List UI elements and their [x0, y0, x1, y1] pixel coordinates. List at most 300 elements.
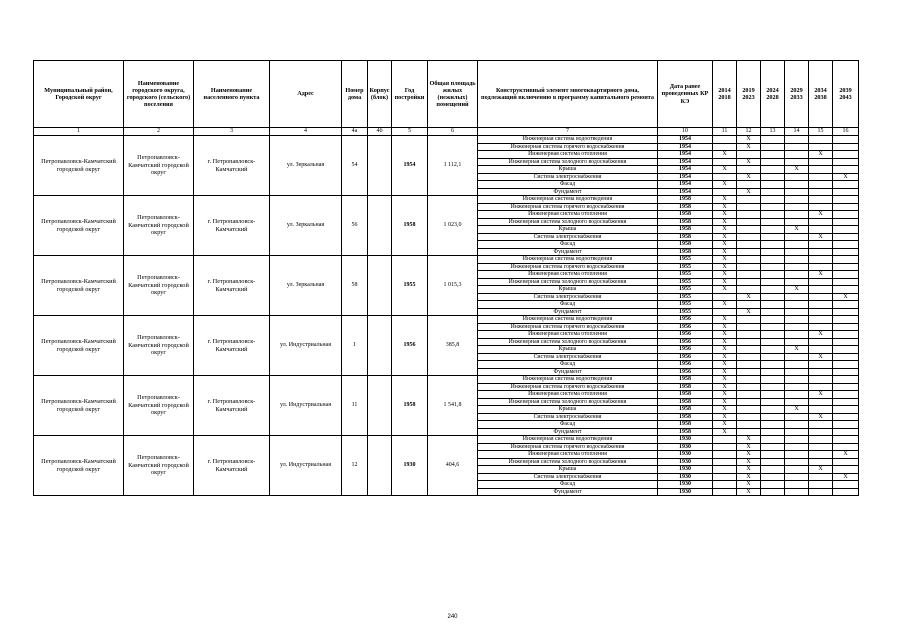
cell-period-mark — [833, 263, 859, 271]
cell-period-mark: X — [713, 301, 737, 309]
cell-period-mark — [761, 331, 785, 339]
cell-year-built: 1958 — [392, 196, 428, 256]
cell-period-mark — [833, 226, 859, 234]
cell-district: Петропавловск-Камчатский городской округ — [34, 436, 124, 496]
cell-element: Инженерная система холодного водоснабжения — [478, 398, 658, 406]
column-header: Номер дома — [342, 61, 368, 128]
cell-period-mark — [737, 211, 761, 219]
document — [33, 60, 858, 496]
cell-house-number: 58 — [342, 256, 368, 316]
cell-street: ул. Зеркальная — [270, 136, 342, 196]
cell-period-mark — [809, 421, 833, 429]
cell-area: 1 023,0 — [428, 196, 478, 256]
cell-period-mark: X — [809, 233, 833, 241]
cell-prior-repair-date: 1956 — [658, 338, 713, 346]
cell-element: Фундамент — [478, 368, 658, 376]
cell-prior-repair-date: 1958 — [658, 233, 713, 241]
cell-locality: г. Петропавловск-Камчатский — [194, 316, 270, 376]
cell-period-mark — [761, 173, 785, 181]
cell-period-mark: X — [713, 391, 737, 399]
cell-block — [368, 316, 392, 376]
cell-period-mark — [761, 271, 785, 279]
cell-period-mark — [785, 211, 809, 219]
cell-period-mark — [833, 338, 859, 346]
cell-settlement: Петропавловск-Камчатский городской округ — [124, 376, 194, 436]
cell-period-mark — [713, 173, 737, 181]
cell-period-mark — [809, 436, 833, 444]
cell-period-mark — [761, 361, 785, 369]
cell-block — [368, 256, 392, 316]
cell-element: Инженерная система отопления — [478, 151, 658, 159]
cell-period-mark — [833, 316, 859, 324]
cell-period-mark — [761, 323, 785, 331]
cell-element: Крыша — [478, 346, 658, 354]
cell-period-mark: X — [713, 406, 737, 414]
cell-period-mark — [761, 383, 785, 391]
cell-prior-repair-date: 1958 — [658, 406, 713, 414]
cell-period-mark — [761, 308, 785, 316]
cell-period-mark — [809, 443, 833, 451]
cell-area: 404,6 — [428, 436, 478, 496]
cell-period-mark — [833, 353, 859, 361]
cell-period-mark — [761, 406, 785, 414]
cell-period-mark — [833, 196, 859, 204]
table-row — [34, 256, 859, 264]
cell-prior-repair-date: 1956 — [658, 361, 713, 369]
column-number: 1 — [34, 128, 124, 136]
cell-period-mark — [809, 293, 833, 301]
cell-period-mark: X — [713, 233, 737, 241]
cell-element: Инженерная система горячего водоснабжения — [478, 443, 658, 451]
cell-period-mark — [761, 256, 785, 264]
cell-house-number: 12 — [342, 436, 368, 496]
cell-period-mark — [833, 376, 859, 384]
cell-block — [368, 136, 392, 196]
cell-period-mark — [737, 331, 761, 339]
cell-period-mark: X — [737, 443, 761, 451]
cell-period-mark — [737, 271, 761, 279]
cell-period-mark — [833, 241, 859, 249]
cell-period-mark — [809, 481, 833, 489]
cell-element: Система электроснабжения — [478, 473, 658, 481]
cell-period-mark — [761, 443, 785, 451]
cell-period-mark — [737, 278, 761, 286]
cell-period-mark: X — [809, 413, 833, 421]
cell-period-mark — [737, 398, 761, 406]
cell-period-mark — [833, 406, 859, 414]
cell-prior-repair-date: 1930 — [658, 481, 713, 489]
cell-period-mark: X — [713, 211, 737, 219]
cell-period-mark — [737, 181, 761, 189]
cell-period-mark: X — [809, 151, 833, 159]
cell-period-mark — [761, 451, 785, 459]
cell-period-mark: X — [713, 256, 737, 264]
cell-period-mark — [809, 166, 833, 174]
cell-period-mark — [809, 451, 833, 459]
cell-element: Фундамент — [478, 248, 658, 256]
table-row — [34, 316, 859, 324]
cell-prior-repair-date: 1955 — [658, 263, 713, 271]
cell-prior-repair-date: 1954 — [658, 151, 713, 159]
cell-period-mark: X — [833, 173, 859, 181]
column-header: Дата ранее проведенных КР КЭ — [658, 61, 713, 128]
cell-period-mark: X — [785, 286, 809, 294]
cell-house-number: 1 — [342, 316, 368, 376]
column-header: Корпус (блок) — [368, 61, 392, 128]
cell-element: Фасад — [478, 301, 658, 309]
cell-period-mark — [761, 301, 785, 309]
cell-locality: г. Петропавловск-Камчатский — [194, 376, 270, 436]
cell-period-mark — [833, 136, 859, 144]
cell-period-mark — [809, 196, 833, 204]
cell-prior-repair-date: 1956 — [658, 368, 713, 376]
cell-period-mark: X — [713, 278, 737, 286]
cell-period-mark: X — [785, 166, 809, 174]
cell-period-mark — [737, 196, 761, 204]
cell-prior-repair-date: 1958 — [658, 391, 713, 399]
cell-period-mark — [761, 181, 785, 189]
column-number: 13 — [761, 128, 785, 136]
cell-period-mark: X — [737, 436, 761, 444]
column-header: Наименование населенного пункта — [194, 61, 270, 128]
cell-period-mark — [761, 241, 785, 249]
cell-element: Инженерная система отопления — [478, 211, 658, 219]
column-header: 2039 2043 — [833, 61, 859, 128]
cell-period-mark — [761, 391, 785, 399]
cell-block — [368, 376, 392, 436]
cell-year-built: 1955 — [392, 256, 428, 316]
cell-period-mark — [761, 203, 785, 211]
cell-period-mark — [785, 488, 809, 496]
cell-period-mark — [833, 278, 859, 286]
cell-element: Инженерная система горячего водоснабжения — [478, 323, 658, 331]
cell-period-mark: X — [737, 293, 761, 301]
cell-period-mark — [833, 481, 859, 489]
cell-period-mark — [785, 421, 809, 429]
cell-prior-repair-date: 1930 — [658, 443, 713, 451]
cell-prior-repair-date: 1958 — [658, 218, 713, 226]
cell-street: ул. Зеркальная — [270, 256, 342, 316]
column-number: 16 — [833, 128, 859, 136]
cell-period-mark: X — [713, 331, 737, 339]
cell-period-mark: X — [809, 271, 833, 279]
column-number: 11 — [713, 128, 737, 136]
cell-period-mark — [737, 248, 761, 256]
cell-period-mark — [809, 218, 833, 226]
cell-period-mark — [737, 323, 761, 331]
cell-period-mark — [713, 158, 737, 166]
cell-district: Петропавловск-Камчатский городской округ — [34, 376, 124, 436]
cell-element: Инженерная система отопления — [478, 391, 658, 399]
cell-period-mark — [761, 413, 785, 421]
cell-element: Инженерная система водоотведения — [478, 136, 658, 144]
cell-settlement: Петропавловск-Камчатский городской округ — [124, 316, 194, 376]
column-number: 10 — [658, 128, 713, 136]
cell-period-mark — [785, 256, 809, 264]
cell-period-mark — [809, 406, 833, 414]
cell-period-mark — [833, 233, 859, 241]
cell-prior-repair-date: 1954 — [658, 143, 713, 151]
column-number: 12 — [737, 128, 761, 136]
cell-period-mark — [833, 391, 859, 399]
column-number: 4 — [270, 128, 342, 136]
cell-period-mark: X — [737, 473, 761, 481]
cell-period-mark: X — [713, 166, 737, 174]
cell-period-mark — [785, 368, 809, 376]
column-number: 5 — [392, 128, 428, 136]
cell-prior-repair-date: 1954 — [658, 136, 713, 144]
cell-period-mark: X — [737, 136, 761, 144]
cell-street: ул. Зеркальная — [270, 196, 342, 256]
cell-prior-repair-date: 1954 — [658, 158, 713, 166]
cell-period-mark — [833, 158, 859, 166]
cell-period-mark — [785, 136, 809, 144]
cell-period-mark — [809, 428, 833, 436]
cell-element: Инженерная система горячего водоснабжения — [478, 383, 658, 391]
cell-period-mark — [737, 428, 761, 436]
cell-district: Петропавловск-Камчатский городской округ — [34, 136, 124, 196]
cell-period-mark — [833, 488, 859, 496]
cell-period-mark — [761, 278, 785, 286]
cell-period-mark: X — [713, 398, 737, 406]
table-row — [34, 376, 859, 384]
cell-period-mark — [785, 436, 809, 444]
cell-period-mark — [833, 218, 859, 226]
cell-period-mark — [785, 143, 809, 151]
cell-period-mark — [785, 443, 809, 451]
cell-period-mark — [737, 256, 761, 264]
cell-year-built: 1956 — [392, 316, 428, 376]
cell-period-mark — [833, 331, 859, 339]
cell-prior-repair-date: 1958 — [658, 383, 713, 391]
cell-period-mark — [761, 233, 785, 241]
cell-period-mark — [761, 218, 785, 226]
cell-period-mark: X — [713, 196, 737, 204]
cell-prior-repair-date: 1958 — [658, 421, 713, 429]
cell-period-mark — [785, 398, 809, 406]
cell-year-built: 1954 — [392, 136, 428, 196]
cell-prior-repair-date: 1955 — [658, 271, 713, 279]
cell-period-mark — [761, 248, 785, 256]
cell-element: Фасад — [478, 361, 658, 369]
cell-period-mark — [761, 226, 785, 234]
cell-period-mark — [785, 181, 809, 189]
cell-period-mark — [833, 443, 859, 451]
cell-period-mark — [809, 376, 833, 384]
cell-locality: г. Петропавловск-Камчатский — [194, 256, 270, 316]
cell-period-mark — [785, 316, 809, 324]
cell-period-mark: X — [713, 241, 737, 249]
cell-period-mark: X — [713, 218, 737, 226]
cell-period-mark — [809, 473, 833, 481]
cell-period-mark — [785, 376, 809, 384]
cell-period-mark — [713, 451, 737, 459]
cell-period-mark — [761, 353, 785, 361]
cell-period-mark — [785, 451, 809, 459]
cell-area: 1 541,8 — [428, 376, 478, 436]
cell-period-mark: X — [713, 151, 737, 159]
cell-period-mark — [737, 421, 761, 429]
cell-year-built: 1930 — [392, 436, 428, 496]
cell-period-mark — [809, 316, 833, 324]
cell-period-mark — [737, 301, 761, 309]
cell-period-mark — [713, 466, 737, 474]
cell-period-mark — [737, 361, 761, 369]
table-row — [34, 136, 859, 144]
cell-street: ул. Индустриальная — [270, 316, 342, 376]
cell-period-mark — [737, 413, 761, 421]
column-number: 3 — [194, 128, 270, 136]
cell-period-mark — [761, 196, 785, 204]
cell-period-mark — [737, 406, 761, 414]
cell-period-mark: X — [713, 428, 737, 436]
cell-prior-repair-date: 1955 — [658, 278, 713, 286]
cell-period-mark — [737, 218, 761, 226]
cell-prior-repair-date: 1955 — [658, 301, 713, 309]
cell-period-mark — [809, 143, 833, 151]
cell-element: Фасад — [478, 181, 658, 189]
cell-period-mark — [809, 346, 833, 354]
cell-element: Крыша — [478, 166, 658, 174]
cell-prior-repair-date: 1955 — [658, 286, 713, 294]
cell-period-mark — [785, 413, 809, 421]
cell-prior-repair-date: 1956 — [658, 323, 713, 331]
cell-year-built: 1958 — [392, 376, 428, 436]
cell-period-mark — [761, 376, 785, 384]
cell-period-mark — [809, 308, 833, 316]
cell-period-mark — [833, 383, 859, 391]
cell-period-mark — [761, 166, 785, 174]
cell-period-mark — [785, 458, 809, 466]
cell-locality: г. Петропавловск-Камчатский — [194, 136, 270, 196]
cell-period-mark — [713, 481, 737, 489]
cell-settlement: Петропавловск-Камчатский городской округ — [124, 256, 194, 316]
cell-period-mark: X — [809, 331, 833, 339]
cell-block — [368, 436, 392, 496]
cell-period-mark — [737, 226, 761, 234]
cell-period-mark — [809, 263, 833, 271]
cell-period-mark — [833, 211, 859, 219]
cell-element: Система электроснабжения — [478, 233, 658, 241]
cell-period-mark — [809, 188, 833, 196]
cell-settlement: Петропавловск-Камчатский городской округ — [124, 136, 194, 196]
cell-period-mark — [785, 361, 809, 369]
cell-period-mark — [737, 391, 761, 399]
cell-period-mark — [713, 443, 737, 451]
cell-element: Инженерная система водоотведения — [478, 196, 658, 204]
cell-period-mark — [785, 278, 809, 286]
cell-period-mark — [737, 166, 761, 174]
cell-element: Крыша — [478, 466, 658, 474]
cell-prior-repair-date: 1930 — [658, 451, 713, 459]
cell-prior-repair-date: 1958 — [658, 196, 713, 204]
cell-period-mark — [761, 421, 785, 429]
cell-period-mark — [737, 376, 761, 384]
cell-prior-repair-date: 1958 — [658, 211, 713, 219]
cell-period-mark: X — [833, 293, 859, 301]
cell-element: Инженерная система горячего водоснабжения — [478, 143, 658, 151]
cell-locality: г. Петропавловск-Камчатский — [194, 436, 270, 496]
cell-period-mark — [833, 308, 859, 316]
cell-period-mark — [809, 323, 833, 331]
cell-period-mark: X — [737, 451, 761, 459]
cell-period-mark — [737, 368, 761, 376]
cell-element: Система электроснабжения — [478, 173, 658, 181]
column-header: 2024 2028 — [761, 61, 785, 128]
cell-period-mark — [809, 383, 833, 391]
cell-period-mark — [713, 488, 737, 496]
cell-element: Фундамент — [478, 428, 658, 436]
cell-period-mark — [737, 346, 761, 354]
cell-period-mark — [833, 398, 859, 406]
cell-house-number: 11 — [342, 376, 368, 436]
cell-period-mark — [737, 316, 761, 324]
column-number: 14 — [785, 128, 809, 136]
cell-period-mark: X — [713, 383, 737, 391]
cell-period-mark: X — [737, 173, 761, 181]
cell-period-mark — [785, 466, 809, 474]
cell-area: 1 112,1 — [428, 136, 478, 196]
cell-period-mark: X — [713, 286, 737, 294]
cell-prior-repair-date: 1954 — [658, 188, 713, 196]
cell-street: ул. Индустриальная — [270, 436, 342, 496]
cell-period-mark: X — [713, 248, 737, 256]
cell-period-mark: X — [713, 323, 737, 331]
cell-period-mark — [785, 218, 809, 226]
cell-prior-repair-date: 1958 — [658, 428, 713, 436]
cell-period-mark — [737, 203, 761, 211]
cell-period-mark: X — [713, 346, 737, 354]
column-number: 4б — [368, 128, 392, 136]
cell-prior-repair-date: 1958 — [658, 398, 713, 406]
cell-period-mark — [785, 383, 809, 391]
cell-period-mark: X — [713, 263, 737, 271]
cell-period-mark — [785, 473, 809, 481]
cell-period-mark — [761, 338, 785, 346]
cell-period-mark — [761, 346, 785, 354]
cell-period-mark: X — [713, 181, 737, 189]
cell-period-mark — [833, 421, 859, 429]
cell-period-mark — [809, 301, 833, 309]
cell-period-mark: X — [737, 143, 761, 151]
column-number: 4а — [342, 128, 368, 136]
cell-period-mark — [737, 151, 761, 159]
cell-prior-repair-date: 1958 — [658, 226, 713, 234]
cell-element: Инженерная система холодного водоснабжения — [478, 158, 658, 166]
cell-prior-repair-date: 1958 — [658, 413, 713, 421]
cell-period-mark: X — [809, 391, 833, 399]
cell-period-mark — [713, 436, 737, 444]
cell-period-mark: X — [737, 488, 761, 496]
cell-element: Система электроснабжения — [478, 413, 658, 421]
cell-period-mark — [785, 203, 809, 211]
table-body — [34, 136, 859, 496]
cell-period-mark — [833, 346, 859, 354]
cell-house-number: 56 — [342, 196, 368, 256]
column-header: Муниципальный район, Городской округ — [34, 61, 124, 128]
column-header: Год постройки — [392, 61, 428, 128]
column-header: 2034 2038 — [809, 61, 833, 128]
table-row — [34, 196, 859, 204]
cell-period-mark — [761, 286, 785, 294]
cell-prior-repair-date: 1955 — [658, 293, 713, 301]
cell-prior-repair-date: 1958 — [658, 203, 713, 211]
cell-element: Фундамент — [478, 188, 658, 196]
cell-prior-repair-date: 1930 — [658, 488, 713, 496]
cell-element: Инженерная система горячего водоснабжения — [478, 203, 658, 211]
cell-period-mark: X — [833, 473, 859, 481]
cell-element: Инженерная система водоотведения — [478, 376, 658, 384]
